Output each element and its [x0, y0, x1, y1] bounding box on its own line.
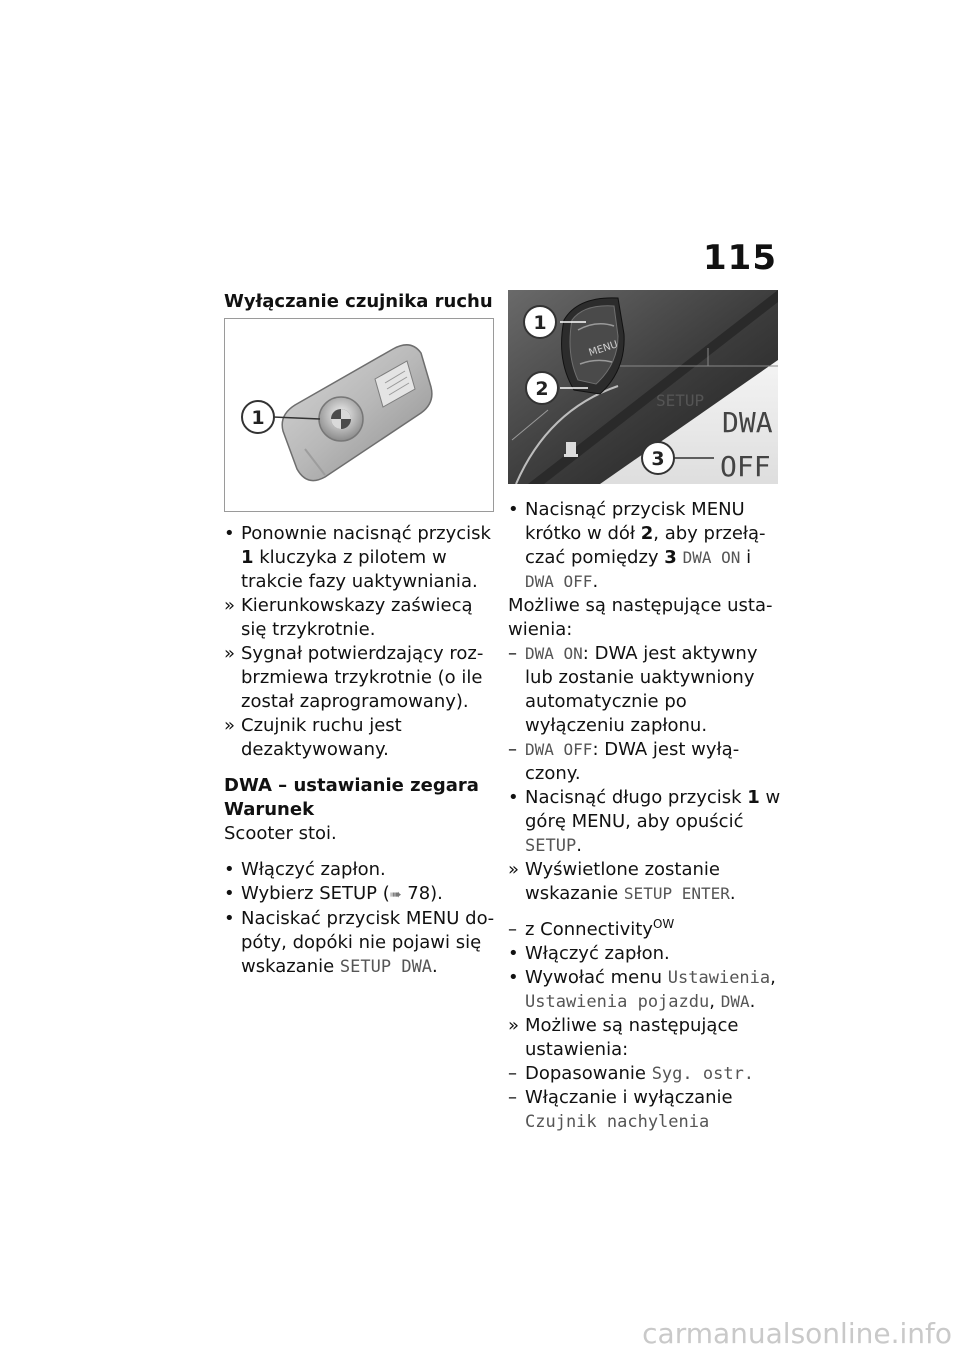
- figure-instrument-cluster: [508, 290, 778, 484]
- step-press-key-button: • Ponownie nacisnąć przycisk 1 kluczyka z pilotem w trakcie fazy uaktywniania.: [224, 523, 491, 592]
- fuel-icon: [564, 442, 578, 457]
- svg-text:3: 3: [651, 448, 665, 470]
- callout-1: [524, 306, 556, 338]
- page-ref-link[interactable]: 78: [407, 883, 431, 904]
- page-number: 115: [703, 238, 777, 278]
- svg-text:MENU: MENU: [587, 339, 620, 359]
- step-ignition-on-2: • Włączyć zapłon.: [508, 943, 670, 964]
- step-press-menu-down: • Nacisnąć przycisk MENU krótko w dół 2, aby przełączać pomiędzy 3 DWA ON i DWA OFF.: [508, 499, 766, 592]
- subheading-condition: Warunek: [224, 799, 315, 820]
- option-dwa-off: – DWA OFF: DWA jest wyłączony.: [508, 739, 740, 784]
- lcd-dwa-text: DWA: [722, 406, 773, 439]
- option-dwa-on: – DWA ON: DWA jest aktywny lub zostanie uaktywniony automatycznie po wyłączeniu zapłonu.: [508, 643, 758, 736]
- callout-2: [526, 372, 558, 404]
- callout-3: [642, 442, 674, 474]
- options-intro: Możliwe są następujące ustawienia:: [508, 595, 773, 640]
- callout-1: [242, 401, 274, 433]
- lock-button-icon: [319, 397, 363, 441]
- section-heading-motion-sensor: Wyłączanie czujnika ruchu: [224, 291, 493, 312]
- key-fob-illustration: [225, 319, 493, 511]
- left-column: [224, 290, 499, 979]
- result-sensor-deactivated: » Czujnik ruchu jest dezaktywowany.: [224, 715, 402, 760]
- svg-text:1: 1: [533, 312, 547, 334]
- instrument-cluster-illustration: [508, 290, 778, 484]
- svg-text:2: 2: [535, 378, 549, 400]
- option-adjust-signal: – Dopasowanie Syg. ostr.: [508, 1063, 755, 1084]
- page-ref-arrow-icon: ➠: [389, 887, 402, 903]
- step-long-press: • Nacisnąć długo przycisk 1 w górę MENU, aby opuścić SETUP.: [508, 787, 781, 856]
- step-open-menu: • Wywołać menu Ustawienia, Ustawienia pojazdu, DWA.: [508, 967, 776, 1012]
- right-column-figure: [508, 290, 783, 490]
- result-signal: » Sygnał potwierdzający rozbrzmiewa trzykrotnie (o ile został zaprogramowany).: [224, 643, 484, 712]
- connectivity-variant: – z Connectivity$^{OW}$: [508, 917, 675, 940]
- step-press-menu: • Naciskać przycisk MENU dopóty, dopóki nie pojawi się wskazanie SETUP DWA.: [224, 908, 495, 977]
- result-options: » Możliwe są następujące ustawienia:: [508, 1015, 739, 1060]
- figure-key-fob: [224, 318, 494, 512]
- condition-text: Scooter stoi.: [224, 823, 337, 844]
- result-indicators: » Kierunkowskazy zaświecą się trzykrotnie.: [224, 595, 473, 640]
- result-setup-enter: » Wyświetlone zostanie wskazanie SETUP ENTER.: [508, 859, 736, 904]
- step-ignition-on: • Włączyć zapłon.: [224, 859, 386, 880]
- lcd-setup-text: SETUP: [656, 391, 705, 410]
- lcd-off-text: OFF: [720, 450, 771, 483]
- section-heading-dwa-clock: DWA – ustawianie zegara: [224, 775, 479, 796]
- step-select-setup: • Wybierz SETUP (➠ 78).: [224, 883, 443, 904]
- svg-text:1: 1: [251, 407, 265, 429]
- watermark: carmanualsonline.info: [642, 1317, 952, 1350]
- option-tilt-sensor: – Włączanie i wyłączanie Czujnik nachylenia: [508, 1087, 733, 1132]
- right-column: [508, 498, 783, 1134]
